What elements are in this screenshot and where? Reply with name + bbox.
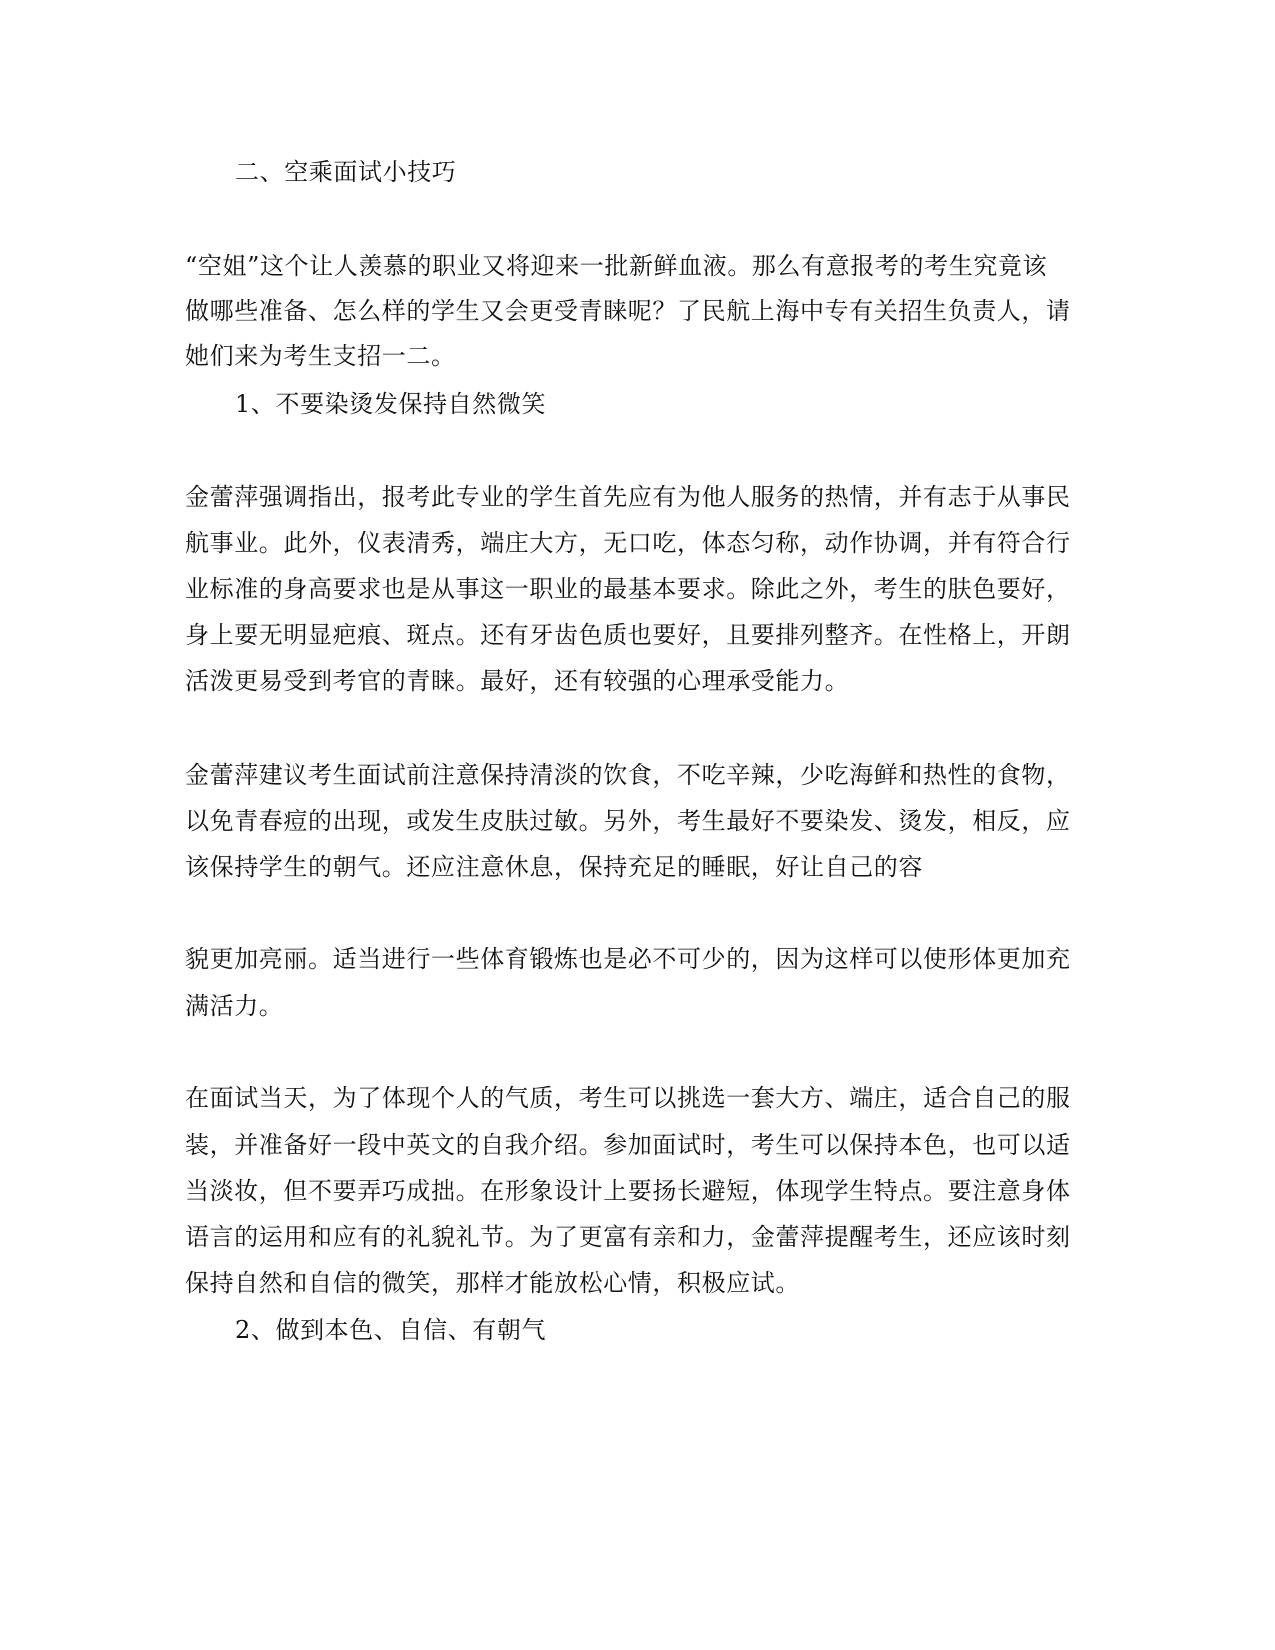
paragraph-line: 装，并准备好一段中英文的自我介绍。参加面试时，考生可以保持本色，也可以适 [185, 1131, 1071, 1159]
paragraph-line: “空姐”这个让人羡慕的职业又将迎来一批新鲜血液。那么有意报考的考生究竟该 [185, 252, 1048, 280]
paragraph-line: 在面试当天，为了体现个人的气质，考生可以挑选一套大方、端庄，适合自己的服 [185, 1084, 1071, 1112]
paragraph-line: 身上要无明显疤痕、斑点。还有牙齿色质也要好，且要排列整齐。在性格上，开朗 [185, 621, 1071, 649]
paragraph-line: 活泼更易受到考官的青睐。最好，还有较强的心理承受能力。 [185, 667, 850, 695]
paragraph-line: 保持自然和自信的微笑，那样才能放松心情，积极应试。 [185, 1269, 800, 1297]
paragraph-line: 航事业。此外，仪表清秀，端庄大方，无口吃，体态匀称，动作协调，并有符合行 [185, 529, 1071, 557]
paragraph-line: 该保持学生的朝气。还应注意休息，保持充足的睡眠，好让自己的容 [185, 853, 923, 881]
paragraph-line: 金蕾萍建议考生面试前注意保持清淡的饮食，不吃辛辣，少吃海鲜和热性的食物， [185, 761, 1071, 789]
paragraph-line: 以免青春痘的出现，或发生皮肤过敏。另外，考生最好不要染发、烫发，相反，应 [185, 807, 1071, 835]
paragraph-line: 语言的运用和应有的礼貌礼节。为了更富有亲和力，金蕾萍提醒考生，还应该时刻 [185, 1223, 1071, 1251]
paragraph-line: 金蕾萍强调指出，报考此专业的学生首先应有为他人服务的热情，并有志于从事民 [185, 483, 1071, 511]
paragraph-line: 她们来为考生支招一二。 [185, 342, 456, 370]
paragraph-line: 做哪些准备、怎么样的学生又会更受青睐呢？了民航上海中专有关招生负责人，请 [185, 297, 1071, 325]
paragraph-line: 貌更加亮丽。适当进行一些体育锻炼也是必不可少的，因为这样可以使形体更加充 [185, 945, 1071, 973]
paragraph-line: 满活力。 [185, 992, 284, 1020]
paragraph-line: 业标准的身高要求也是从事这一职业的最基本要求。除此之外，考生的肤色要好， [185, 575, 1071, 603]
subheading-2: 2、做到本色、自信、有朝气 [235, 1316, 547, 1344]
paragraph-line: 当淡妆，但不要弄巧成拙。在形象设计上要扬长避短，体现学生特点。要注意身体 [185, 1177, 1071, 1205]
subheading-1: 1、不要染烫发保持自然微笑 [235, 390, 547, 418]
section-title: 二、空乘面试小技巧 [235, 158, 457, 186]
